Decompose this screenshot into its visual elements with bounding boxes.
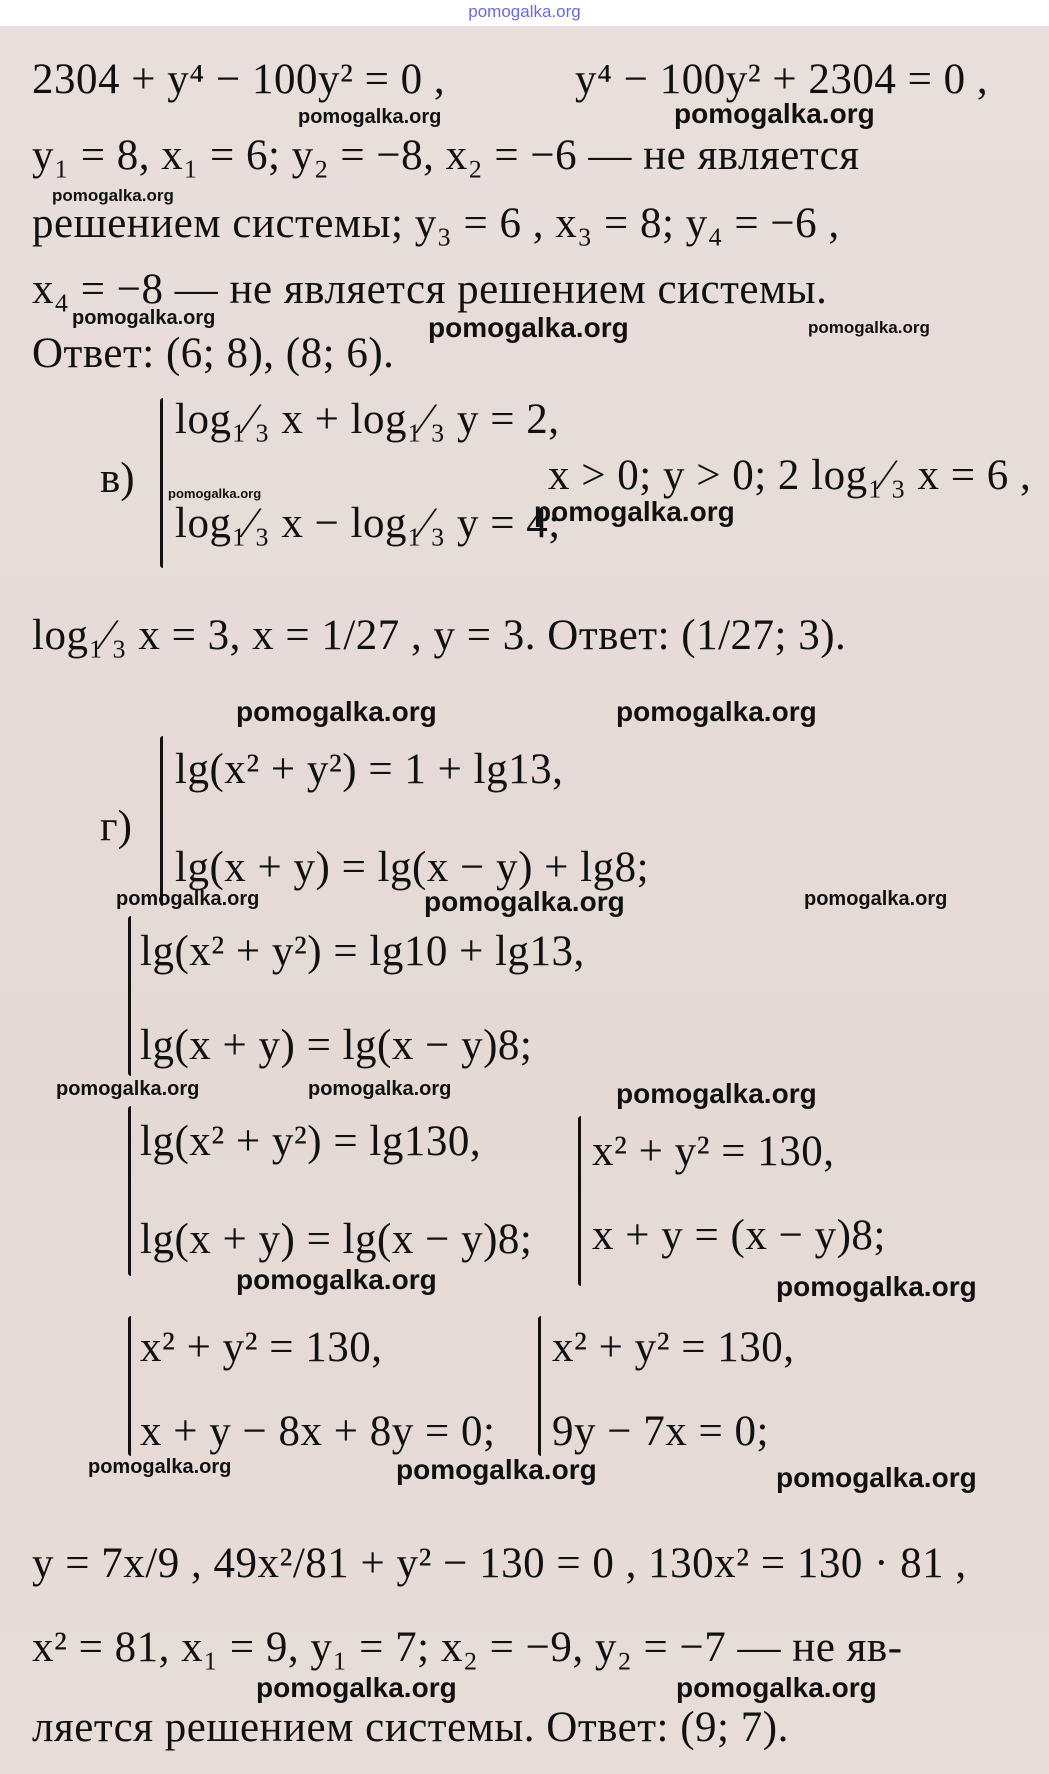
g4b-eq-1: x² + y² = 130, xyxy=(552,1324,795,1371)
watermark: pomogalka.org xyxy=(116,888,260,910)
g3-eq-1: lg(x² + y²) = lg130, xyxy=(140,1118,482,1165)
system-brace xyxy=(538,1316,541,1456)
system-brace xyxy=(128,1106,131,1276)
part-g-label: г) xyxy=(100,803,132,850)
line-2: y₁ = 8, x₁ = 6; y₂ = −8, x₂ = −6 — не является xyxy=(32,132,860,179)
g2-eq-2: lg(x + y) = lg(x − y)8; xyxy=(140,1022,533,1069)
line-4: x₄ = −8 — не является решением системы. xyxy=(32,266,828,313)
watermark: pomogalka.org xyxy=(88,1456,232,1478)
g3-eq-2: lg(x + y) = lg(x − y)8; xyxy=(140,1216,533,1263)
final-answer-line: ляется решением системы. Ответ: (9; 7). xyxy=(32,1704,789,1751)
watermark: pomogalka.org xyxy=(616,696,817,727)
substitution-line: y = 7x/9 , 49x²/81 + y² − 130 = 0 , 130x² = 130 · 81 , xyxy=(32,1540,967,1587)
watermark: pomogalka.org xyxy=(428,312,629,343)
g1-eq-1: lg(x² + y²) = 1 + lg13, xyxy=(175,746,564,793)
watermark: pomogalka.org xyxy=(236,696,437,727)
g4-eq-2: x + y − 8x + 8y = 0; xyxy=(140,1408,496,1455)
top-bar xyxy=(0,0,1049,26)
system-brace xyxy=(128,916,131,1076)
line-1a: 2304 + y⁴ − 100y² = 0 , xyxy=(32,56,446,103)
watermark: pomogalka.org xyxy=(298,106,442,128)
v-answer: log₁⁄₃ x = 3, x = 1/27 , y = 3. Ответ: (1/27; 3). xyxy=(32,612,847,659)
watermark: pomogalka.org xyxy=(804,888,948,910)
v-condition: x > 0; y > 0; 2 log₁⁄₃ x = 6 , xyxy=(548,452,1032,499)
watermark: pomogalka.org xyxy=(534,496,735,527)
g4-eq-1: x² + y² = 130, xyxy=(140,1324,383,1371)
watermark: pomogalka.org xyxy=(52,186,174,205)
scanned-page xyxy=(0,26,1049,1774)
watermark: pomogalka.org xyxy=(396,1454,597,1485)
watermark: pomogalka.org xyxy=(424,886,625,917)
system-brace xyxy=(160,736,163,906)
line-1b: y⁴ − 100y² + 2304 = 0 , xyxy=(575,56,989,103)
g1-eq-2: lg(x + y) = lg(x − y) + lg8; xyxy=(175,844,650,891)
x-squared-line: x² = 81, x₁ = 9, y₁ = 7; x₂ = −9, y₂ = −7 — не яв- xyxy=(32,1624,903,1671)
part-v-label: в) xyxy=(100,455,135,502)
g2-eq-1: lg(x² + y²) = lg10 + lg13, xyxy=(140,928,585,975)
watermark: pomogalka.org xyxy=(308,1078,452,1100)
system-brace xyxy=(578,1116,581,1286)
line-3: решением системы; y₃ = 6 , x₃ = 8; y₄ = −6 , xyxy=(32,200,840,247)
watermark: pomogalka.org xyxy=(776,1271,977,1302)
v-eq-2: log₁⁄₃ x − log₁⁄₃ y = 4; xyxy=(175,500,561,547)
g3b-eq-1: x² + y² = 130, xyxy=(592,1128,835,1175)
watermark: pomogalka.org xyxy=(808,318,930,337)
g3b-eq-2: x + y = (x − y)8; xyxy=(592,1212,886,1259)
system-brace xyxy=(160,398,163,568)
watermark: pomogalka.org xyxy=(72,307,216,329)
system-brace xyxy=(128,1316,131,1456)
watermark: pomogalka.org xyxy=(56,1078,200,1100)
watermark: pomogalka.org xyxy=(256,1672,457,1703)
watermark: pomogalka.org xyxy=(676,1672,877,1703)
watermark: pomogalka.org xyxy=(616,1078,817,1109)
watermark: pomogalka.org xyxy=(776,1462,977,1493)
watermark: pomogalka.org xyxy=(236,1264,437,1295)
watermark: pomogalka.org xyxy=(168,486,262,501)
site-header[interactable]: pomogalka.org xyxy=(468,2,581,21)
g4b-eq-2: 9y − 7x = 0; xyxy=(552,1408,769,1455)
v-eq-1: log₁⁄₃ x + log₁⁄₃ y = 2, xyxy=(175,396,560,443)
watermark: pomogalka.org xyxy=(674,98,875,129)
line-5: Ответ: (6; 8), (8; 6). xyxy=(32,330,395,377)
